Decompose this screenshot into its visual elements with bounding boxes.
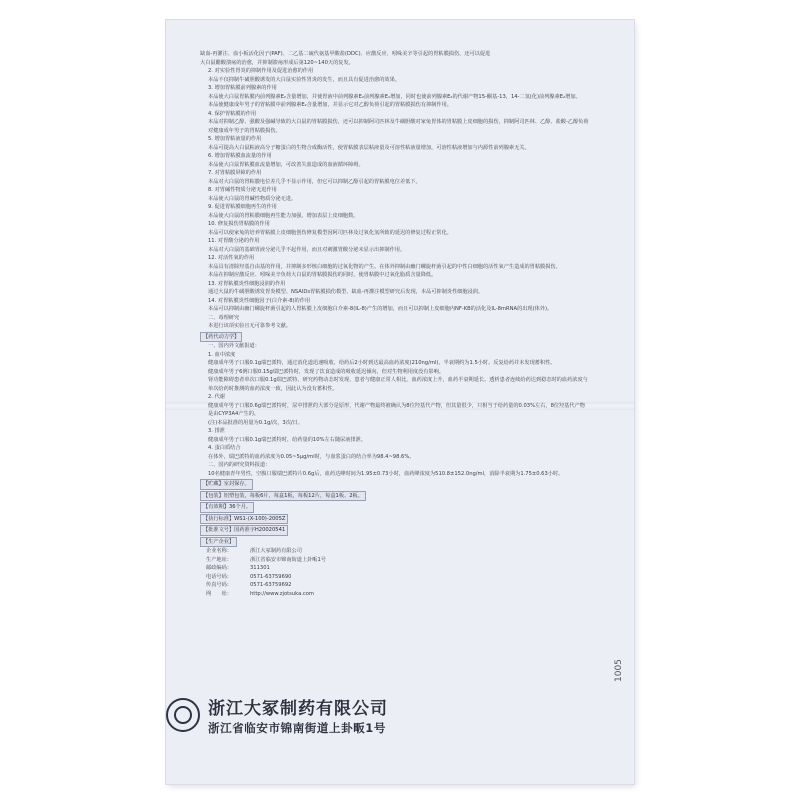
manufacturer-value: http://www.zjotsuka.com [250,590,314,597]
manufacturer-key: 生产地址： [206,556,232,563]
text-line: 本品使大白鼠的胃碱性物质分泌无进。 [208,195,297,202]
text-line: 肾功能障碍患者单次口服0.1g瑞巴派特，研究药物动态时发现，患者与健康正常人相比，血药浓度上升，血药半衰期延长。透析患者连续给药达到稳态时的血药浓度与单次给药时推测的血药浓度一致，因此认为没有蓄积性。 [208,377,588,392]
company-footer [160,690,420,746]
text-line: 3. 增加胃粘膜前列腺素的作用 [208,85,277,91]
text-line: 本品在抑制应激反应、吲哚美辛负荷大白鼠的胃粘膜损伤的同时，使胃粘膜中过氧化脂质含量降低。 [208,272,437,278]
text-line: 本品对抑制乙醇、强酸及强碱导致的大白鼠的胃粘膜损伤，还可以抑制阿司匹林及牛磺胆酸对家兔胃体的胃粘膜上皮细胞的损伤，抑制阿司匹林、乙醇、盐酸-乙醇负荷对健康成年男子的胃粘膜损伤。 [208,119,589,134]
text-line: 2. 对实验性胃炎的抑制作用及促进治愈的作用 [208,68,314,74]
manufacturer-value: 0571-63759692 [250,582,292,588]
text-line: 1. 血中浓度 [208,351,236,358]
text-line: 本品使大白鼠胃粘膜血流量增加，可改善失血造成的血液循环障碍。 [208,161,364,168]
text-line: 健康成年男子口服0.1g瑞巴派特时，给药量的10%左右随尿液排泄。 [208,436,366,443]
text-line: 通过大鼠的牛磺胆酸诱发胃炎模型、NSAIDs胃粘膜损伤模型、缺血-再灌注模型研究后发现，本品可抑制炎性细胞浸润。 [208,289,484,295]
manufacturer-value: 0571-63759690 [250,573,292,580]
text-line: 健康成年男子6例口服0.15g瑞巴派特时，发现了饮食造成的吸收延迟倾向，但对生物利用度没有影响。 [208,368,445,375]
text-line: 8. 对胃碱性物质分泌无进作用 [208,187,277,193]
text-line [200,524,590,536]
section-heading: 【贮藏】室封保存。 [200,479,253,490]
company-address: 浙江省临安市锦南街道上卦畈1号 [208,721,386,735]
text-line: 2. 代谢 [208,394,225,400]
manufacturer-key: 企业名称： [206,548,232,554]
side-page-number: 1005 [614,659,624,682]
manufacturer-key: 网 址： [206,590,232,597]
text-line [200,478,590,490]
section-heading: 【生产企业】 [200,537,237,548]
text-line: 本品具有清除羟基自由基的作用，并抑制多形核白细胞的过氧化物的产生。在体外抑制由幽门螺旋杆菌引起的中性白细胞的活性氧产生造成的胃粘膜损伤。 [208,263,561,270]
text-line: 本进行该项实验且无可靠参考文献。 [208,323,292,329]
text-line: 本品对大白鼠的胃粘膜电位差几乎不显示作用，但它可以抑制乙醇引起的胃粘膜电位差低下。 [208,178,421,185]
text-line: 3. 排泄 [208,428,225,434]
text-line: (注)本品批准的用量为0.1g/次，3次/日。 [208,419,304,426]
text-line: 5. 增加胃粘液量的作用 [208,136,262,142]
text-line: 本品可以使家兔的培养胃粘膜上皮细胞创伤修复模型因阿司匹林及过氧化氢所致的延迟的修复过程正常化。 [208,229,452,236]
text-line [200,513,590,525]
text-line [200,501,590,513]
leaflet-sheet [166,20,634,784]
text-line: 本品可提高大白鼠粘液高分子糖蛋白的生物合成酶活性，使胃粘膜表层粘液量及可溶性粘液量增加，可溶性粘液增加与内源性前列腺素无关。 [208,144,530,151]
text-line: 7. 对胃粘膜屏障的作用 [208,170,262,176]
section-heading: 【批准文号】国药准字H20020541 [200,525,288,536]
text-line [200,536,590,548]
manufacturer-value: 浙江大冢制药有限公司 [250,548,302,554]
text-line: 本品可以抑制由幽门螺旋杆菌引起的人胃粘膜上皮细胞白介素-8(IL-8)产生的增加，而且可以抑制上皮细胞内NF-KB的活化及IL-8mRNA的出现(体外)。 [208,306,553,312]
text-line: 本品不仅抑制牛磺胆酸诱发的大白鼠实验性胃炎的发生，而且具有促进治愈的效果。 [208,76,400,83]
text-line [200,490,590,502]
manufacturer-row [200,547,590,556]
text-line: 本品使大白鼠胃粘膜内前列腺素E₂含量增加，并使胃液中前列腺素E₂前列腺素E₁增加，同时也使前列腺素E₂的代谢产物15-酮基-13，14-二氢(化)前列腺素E₂增加。 [208,93,581,100]
company-name: 浙江大冢制药有限公司 [208,699,388,719]
text-line: 大白鼠醋酸溃疡的治愈，并抑制溃疡形成后第120~140天的复发。 [200,59,354,66]
text-line: 一、国内外文献报道： [208,343,260,349]
manufacturer-key: 邮政编码： [206,565,232,571]
section-heading: 【药代动力学】 [200,332,242,343]
text-line: 10. 修复损伤胃粘膜的作用 [208,221,270,227]
text-line: 13. 对胃粘膜炎性细胞浸润的作用 [208,280,286,287]
text-line: 在体外，瑞巴派特的血药浓度为0.05~5μg/ml时，与血浆蛋白的结合率为98.4~98.6%。 [208,453,415,460]
text-line: 6. 增加胃粘膜血流量的作用 [208,153,272,159]
otsuka-logo-icon [166,698,200,732]
manufacturer-row [200,590,590,599]
text-line: 14. 对胃粘膜炎性细胞因子(白介素-8)的作用 [208,297,311,304]
text-line: 本品使健康成年男子的胃粘膜中前列腺素E₂含量增加，并显示它对乙醇负荷引起的胃粘膜损伤有抑制作用。 [208,102,452,108]
manufacturer-row [200,556,590,565]
text-line: 11. 对胃酸分泌的作用 [208,238,260,244]
manufacturer-value: 311301 [250,565,270,571]
text-line: 缺血-再灌注、血小板活化因子(PAF)、二乙基二硫代氨基甲酸盐(DDC)、应激反应、吲哚美辛等引起的胃粘膜损伤，还可以促进 [200,51,491,57]
text-line: 二、毒理研究 [208,314,240,321]
section-heading: 【有效期】36个月。 [200,502,254,513]
text-line: 10名健康青年男性，空腹口服瑞巴派特片0.6g后，血药达峰时间为1.95±0.73小时，血药峰浓度为510.8±152.0ng/ml，消除半衰期为1.75±0.63小时。 [208,470,564,477]
manufacturer-key: 电话号码： [206,573,232,580]
text-line: 本品使大白鼠的胃粘膜细胞再生能力加强，增加表层上皮细胞数。 [208,212,359,219]
manufacturer-row [200,581,590,590]
text-line: 12. 对活性氧的作用 [208,255,255,261]
manufacturer-row [200,564,590,573]
text-line: 健康成年男子口服0.1g瑞巴派特，通过消化道迅速吸收，给药后2小时到达最高血药浓度(210ng/ml)，半衰期约为1.5小时。反复给药并未发现蓄积性。 [208,360,556,366]
text-line: 4. 蛋白质结合 [208,445,241,451]
section-heading: 【包装】铝塑包装，每板6片，每盒1板，每板12片，每盒1板、2板。 [200,491,366,502]
text-line: 4. 保护胃粘膜的作用 [208,110,257,117]
text-line: 二、国内的研究资料报道： [208,462,271,468]
manufacturer-key: 传真号码： [206,582,232,588]
manufacturer-row [200,573,590,582]
manufacturer-value: 浙江省临安市锦南街道上卦畈1号 [250,556,326,563]
text-line: 9. 促进胃粘膜细胞再生的作用 [208,204,277,210]
leaflet-body-text [200,50,590,598]
text-line: 健康成年男子口服0.6g瑞巴派特时，尿中排泄的大部分是原形，代谢产物最终被确认为8位羟基代产物，但其量很少，只相当于给药量的0.03%左右，8位羟基代产物是由CYP3A4产生的。 [208,402,585,417]
text-line [200,331,590,343]
section-heading: 【执行标准】WS1-(X-100)-2005Z [200,514,288,525]
text-line: 本品对大白鼠的基础胃液分泌几乎不起作用，而且对刺激胃酸分泌未显示出抑制作用。 [208,246,406,253]
